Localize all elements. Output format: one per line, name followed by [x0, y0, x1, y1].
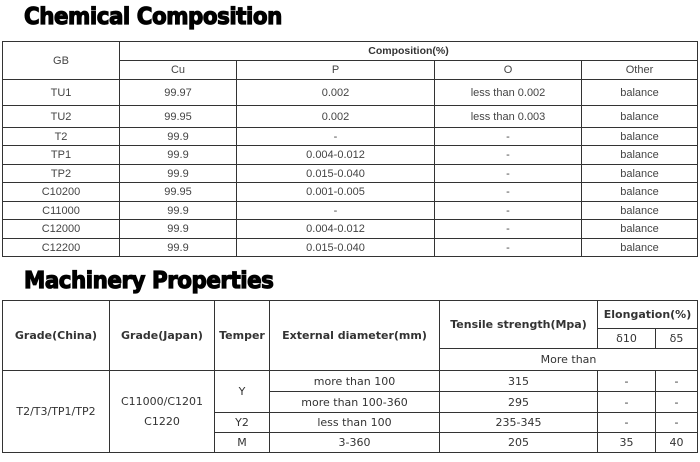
table-row — [3, 371, 698, 392]
cell-o: - — [435, 146, 582, 165]
header-row — [3, 42, 698, 61]
cell-cu: 99.97 — [120, 80, 237, 106]
cell-grade: T2 — [3, 128, 120, 146]
cell-cu: 99.9 — [120, 239, 237, 257]
cell-cu: 99.9 — [120, 220, 237, 239]
table-row — [3, 128, 698, 146]
header-elongation: Elongation(%) — [598, 301, 698, 329]
table-row — [3, 106, 698, 128]
cell-tensile: 235-345 — [440, 413, 598, 433]
grade-japan-line2: C1220 — [144, 414, 180, 428]
cell-temper: Y — [215, 371, 270, 413]
machinery-properties-table — [2, 300, 698, 453]
cell-cu: 99.9 — [120, 128, 237, 146]
cell-other: balance — [582, 165, 698, 183]
cell-cu: 99.9 — [120, 146, 237, 165]
cell-cu: 99.95 — [120, 183, 237, 202]
cell-other: balance — [582, 106, 698, 128]
cell-p: - — [237, 128, 435, 146]
table-row — [3, 183, 698, 202]
cell-temper: Y2 — [215, 413, 270, 433]
cell-diameter: more than 100 — [270, 371, 440, 392]
header-composition: Composition(%) — [120, 42, 698, 61]
cell-p: 0.015-0.040 — [237, 239, 435, 257]
grade-japan-line1: C11000/C1201 — [120, 394, 204, 408]
table-row — [3, 239, 698, 257]
cell-p: 0.015-0.040 — [237, 165, 435, 183]
table-row — [3, 220, 698, 239]
header-gb: GB — [3, 42, 120, 80]
header-grade-japan: Grade(Japan) — [110, 301, 215, 371]
cell-other: balance — [582, 202, 698, 220]
header-delta10: δ10 — [598, 329, 656, 349]
cell-p: 0.001-0.005 — [237, 183, 435, 202]
cell-temper: M — [215, 433, 270, 453]
header-temper: Temper — [215, 301, 270, 371]
cell-grade: TP2 — [3, 165, 120, 183]
cell-grade: TP1 — [3, 146, 120, 165]
cell-delta5: - — [656, 413, 698, 433]
header-p: P — [237, 61, 435, 80]
cell-grade: C11000 — [3, 202, 120, 220]
header-row — [3, 301, 698, 329]
cell-p: - — [237, 202, 435, 220]
header-cu: Cu — [120, 61, 237, 80]
cell-delta5: - — [656, 371, 698, 392]
chemical-composition-table — [2, 41, 698, 257]
cell-other: balance — [582, 128, 698, 146]
cell-cu: 99.95 — [120, 106, 237, 128]
cell-other: balance — [582, 239, 698, 257]
cell-delta10: - — [598, 392, 656, 413]
cell-cu: 99.9 — [120, 165, 237, 183]
cell-p: 0.002 — [237, 106, 435, 128]
header-external-diameter: External diameter(mm) — [270, 301, 440, 371]
header-tensile-strength: Tensile strength(Mpa) — [440, 301, 598, 349]
cell-o: - — [435, 202, 582, 220]
cell-cu: 99.9 — [120, 202, 237, 220]
cell-o: - — [435, 128, 582, 146]
cell-delta5: - — [656, 392, 698, 413]
cell-delta10: 35 — [598, 433, 656, 453]
table-row — [3, 202, 698, 220]
cell-grade: C12000 — [3, 220, 120, 239]
cell-o: - — [435, 220, 582, 239]
cell-delta10: - — [598, 413, 656, 433]
cell-delta10: - — [598, 371, 656, 392]
cell-p: 0.004-0.012 — [237, 146, 435, 165]
cell-tensile: 315 — [440, 371, 598, 392]
cell-tensile: 205 — [440, 433, 598, 453]
cell-grade: C12200 — [3, 239, 120, 257]
table-row — [3, 165, 698, 183]
header-o: O — [435, 61, 582, 80]
cell-o: - — [435, 239, 582, 257]
machinery-properties-title: Machinery Properties — [24, 268, 274, 294]
cell-o: less than 0.003 — [435, 106, 582, 128]
table-row — [3, 80, 698, 106]
cell-grade-japan — [110, 371, 215, 453]
cell-grade: TU2 — [3, 106, 120, 128]
cell-other: balance — [582, 146, 698, 165]
cell-other: balance — [582, 220, 698, 239]
header-other: Other — [582, 61, 698, 80]
cell-diameter: less than 100 — [270, 413, 440, 433]
cell-p: 0.004-0.012 — [237, 220, 435, 239]
header-delta5: δ5 — [656, 329, 698, 349]
chemical-composition-title: Chemical Composition — [24, 4, 282, 30]
header-grade-china: Grade(China) — [3, 301, 110, 371]
cell-grade: TU1 — [3, 80, 120, 106]
cell-other: balance — [582, 183, 698, 202]
cell-o: - — [435, 183, 582, 202]
cell-o: less than 0.002 — [435, 80, 582, 106]
cell-o: - — [435, 165, 582, 183]
cell-diameter: 3-360 — [270, 433, 440, 453]
cell-delta5: 40 — [656, 433, 698, 453]
cell-grade-china: T2/T3/TP1/TP2 — [3, 371, 110, 453]
cell-tensile: 295 — [440, 392, 598, 413]
cell-p: 0.002 — [237, 80, 435, 106]
cell-other: balance — [582, 80, 698, 106]
header-more-than: More than — [440, 349, 698, 371]
cell-grade: C10200 — [3, 183, 120, 202]
table-row — [3, 146, 698, 165]
cell-diameter: more than 100-360 — [270, 392, 440, 413]
